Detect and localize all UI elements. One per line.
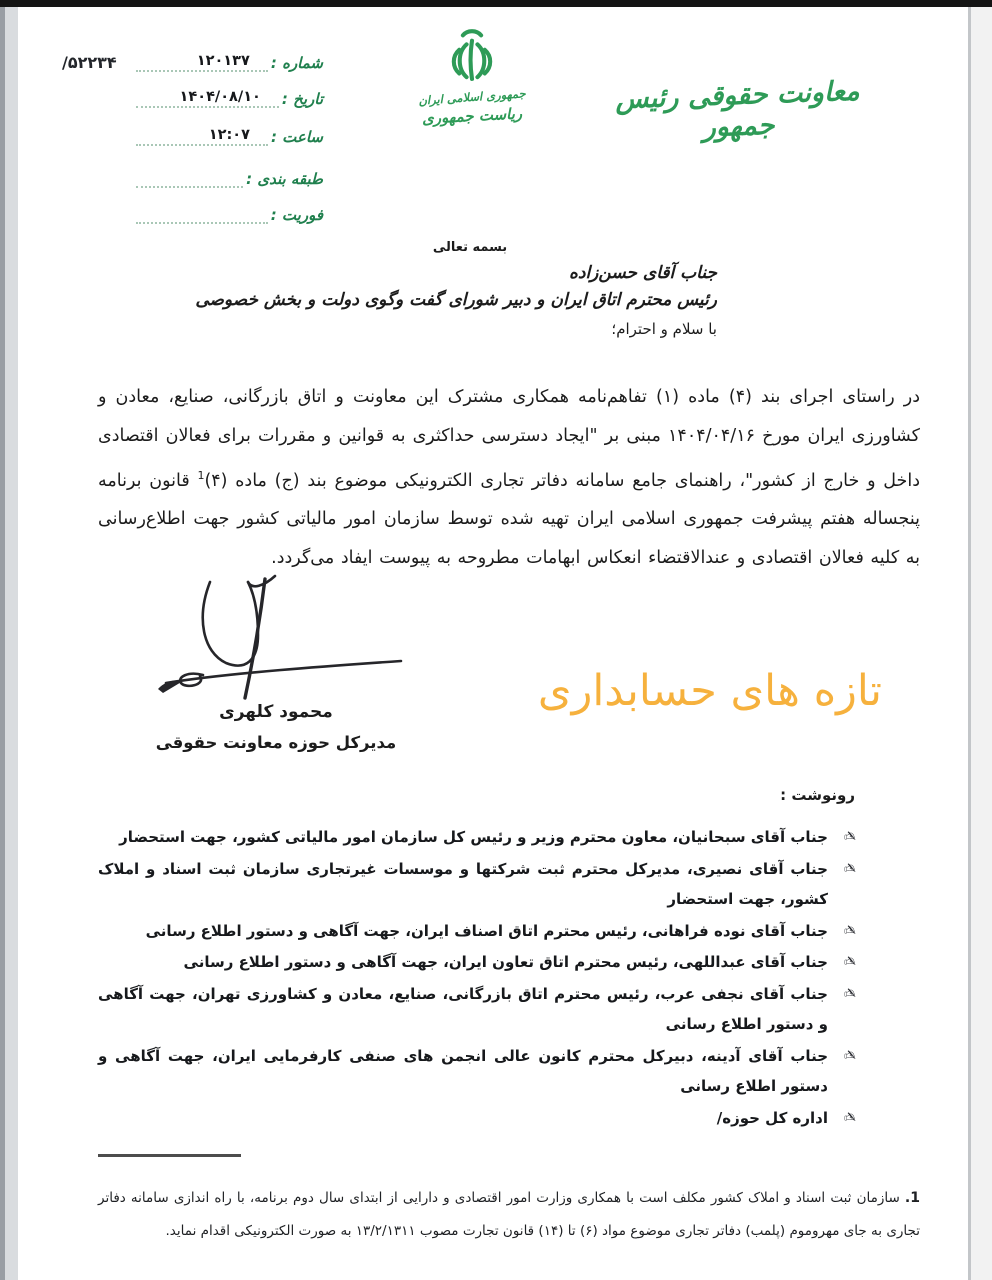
scan-top-bar	[0, 0, 992, 7]
letter-number-stamp: ۵۲۲۳۴/	[62, 53, 117, 72]
cc-item	[98, 1041, 858, 1102]
emblem-caption-presidency: ریاست جمهوری	[421, 104, 523, 128]
cc-item-text: جناب آقای عبداللهی، رئیس محترم اتاق تعاون ایران، جهت آگاهی و دستور اطلاع رسانی	[183, 953, 828, 971]
field-row-classification	[136, 170, 323, 188]
writing-hand-bullet-icon: ✍	[844, 829, 856, 845]
writing-hand-bullet-icon: ✍	[844, 922, 856, 939]
field-dotted-line	[136, 128, 268, 146]
field-value-time: ۱۲:۰۷	[208, 127, 250, 143]
cc-item	[98, 822, 858, 853]
cc-item	[98, 854, 858, 915]
addressee-block	[195, 261, 717, 340]
cc-list	[98, 822, 858, 1134]
signer-name: محمود کلهری	[219, 702, 333, 722]
field-label-urgency: فوریت :	[270, 206, 323, 224]
field-value-date: ۱۴۰۴/۰۸/۱۰	[179, 89, 261, 105]
cc-item	[98, 1103, 858, 1134]
cc-item-text: جناب آقای نصیری، مدیرکل محترم ثبت شرکتها و موسسات غیرتجاری سازمان ثبت اسناد و املاک کشور، جهت استحضار	[98, 859, 828, 908]
field-dotted-line	[136, 170, 243, 188]
writing-hand-bullet-icon: ✍	[844, 1047, 856, 1064]
cc-item	[98, 979, 858, 1040]
field-row-time	[136, 128, 323, 146]
recipient-name: جناب آقای حسن‌زاده	[568, 263, 717, 283]
field-label-classification: طبقه بندی :	[246, 170, 323, 188]
scan-left-edge-inner	[5, 7, 18, 1280]
basmala: بسمه تعالی	[432, 240, 508, 255]
field-dotted-line	[136, 90, 279, 108]
emblem-block	[417, 28, 527, 128]
writing-hand-bullet-icon: ✍	[844, 860, 856, 877]
watermark-text: تازه های حسابداری	[537, 666, 882, 716]
field-row-date	[136, 90, 323, 108]
body-text-before-ref: در راستای اجرای بند (۴) ماده (۱) تفاهم‌نامه همکاری مشترک این معاونت و اتاق بازرگانی، صنایع، معادن و کشاورزی ایران مورخ ۱۴۰۴/۰۴/۱۶ مبنی بر "ایجاد دسترسی حداکثری به قوانین و مقررات برای فعالان اقتصادی داخل و خارج از کشور"، راهنمای جامع سامانه دفاتر تجاری الکترونیکی موضوع بند (ج) ماده (۴)	[98, 386, 921, 491]
cc-item-text: اداره کل حوزه/	[716, 1108, 828, 1127]
writing-hand-bullet-icon: ✍	[844, 1109, 856, 1126]
signer-title: مدیرکل حوزه معاونت حقوقی	[155, 733, 397, 752]
scan-right-edge-area	[971, 7, 992, 1280]
field-dotted-line	[136, 54, 268, 72]
footnote-number: 1.	[904, 1189, 920, 1206]
salutation: با سلام و احترام؛	[611, 319, 717, 338]
field-label-time: ساعت :	[270, 128, 323, 146]
field-label-number: شماره :	[270, 54, 323, 72]
cc-item	[98, 947, 858, 978]
body-text-after-ref: قانون برنامه پنجساله هفتم پیشرفت جمهوری اسلامی ایران تهیه شده توسط سازمان امور مالیاتی کشور جهت اطلاع‌رسانی به کلیه فعالان اقتصادی و عندالاقتضاء انعکاس ابهامات مطروحه به پیوست ایفاد می‌گردد.	[98, 470, 920, 569]
cc-heading: رونوشت :	[780, 786, 855, 804]
signature-scribble-icon	[148, 570, 418, 710]
body-footnote-ref: 1	[197, 468, 205, 482]
footnote-text: سازمان ثبت اسناد و املاک کشور مکلف است با همکاری وزارت امور اقتصادی و دارایی از ابتدای سال دوم برنامه، با راه اندازی سامانه دفاتر تجاری به جای مهروموم (پلمب) دفاتر تجاری موضوع مواد (۶) تا (۱۴) قانون تجارت مصوب ۱۳/۲/۱۳۱۱ به صورت الکترونیکی اقدام نماید.	[98, 1189, 920, 1239]
cc-item-text: جناب آقای نجفی عرب، رئیس محترم اتاق بازرگانی، صنایع، معادن و کشاورزی تهران، جهت آگاهی و دستور اطلاع رسانی	[98, 984, 828, 1033]
emblem-caption-country: جمهوری اسلامی ایران	[417, 86, 527, 108]
cc-item-text: جناب آقای سبحانیان، معاون محترم وزیر و رئیس کل سازمان امور مالیاتی کشور، جهت استحضار	[119, 828, 828, 846]
writing-hand-bullet-icon: ✍	[844, 985, 856, 1002]
field-value-number: ۱۲۰۱۳۷	[196, 53, 250, 69]
writing-hand-bullet-icon: ✍	[844, 954, 856, 970]
body-paragraph	[98, 378, 920, 579]
cc-item	[98, 916, 858, 947]
field-dotted-line	[136, 206, 268, 224]
header-fields	[136, 50, 323, 240]
field-row-urgency	[136, 206, 323, 224]
footnote-separator	[98, 1154, 241, 1157]
field-row-number	[136, 54, 323, 72]
recipient-title: رئیس محترم اتاق ایران و دبیر شورای گفت وگوی دولت و بخش خصوصی	[195, 289, 717, 310]
org-title: معاونت حقوقی رئیس جمهور	[614, 75, 861, 144]
field-label-date: تاریخ :	[281, 90, 323, 108]
cc-item-text: جناب آقای آدینه، دبیرکل محترم کانون عالی انجمن های صنفی کارفرمایی ایران، جهت آگاهی و دستور اطلاع رسانی	[98, 1046, 828, 1095]
iran-emblem-icon	[418, 28, 526, 88]
footnote	[98, 1182, 920, 1248]
cc-item-text: جناب آقای نوده فراهانی، رئیس محترم اتاق اصناف ایران، جهت آگاهی و دستور اطلاع رسانی	[145, 921, 828, 940]
